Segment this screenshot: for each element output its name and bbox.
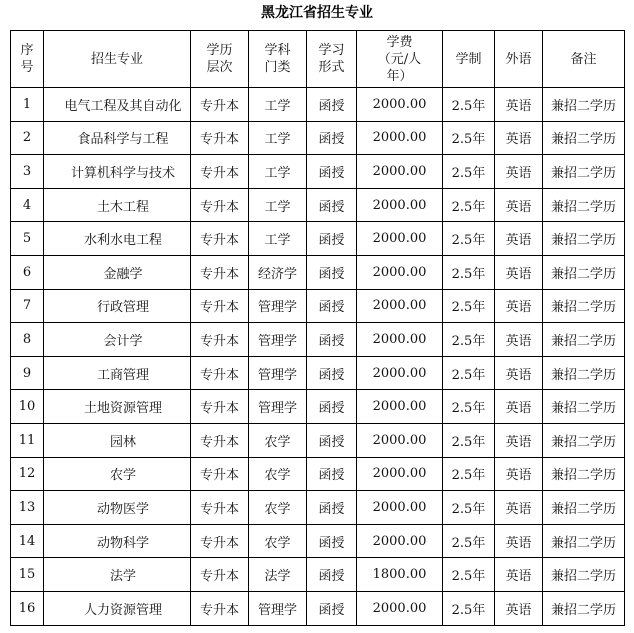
cell-remark: 兼招二学历 <box>543 356 625 390</box>
cell-level: 专升本 <box>191 121 249 155</box>
cell-language: 英语 <box>495 323 543 357</box>
cell-no: 15 <box>11 558 44 592</box>
cell-major-text: 食品科学与工程 <box>77 132 169 148</box>
cell-fee: 2000.00 <box>357 323 443 357</box>
cell-language: 英语 <box>495 255 543 289</box>
cell-level: 专升本 <box>191 524 249 558</box>
cell-level: 专升本 <box>191 491 249 525</box>
cell-remark: 兼招二学历 <box>543 457 625 491</box>
cell-duration: 2.5年 <box>443 255 495 289</box>
header-mode <box>307 31 357 88</box>
cell-mode: 函授 <box>307 88 357 122</box>
cell-fee: 2000.00 <box>357 457 443 491</box>
cell-language: 英语 <box>495 558 543 592</box>
cell-level: 专升本 <box>191 591 249 625</box>
cell-major <box>44 88 191 122</box>
cell-mode: 函授 <box>307 524 357 558</box>
cell-level: 专升本 <box>191 323 249 357</box>
cell-remark: 兼招二学历 <box>543 323 625 357</box>
table-row <box>11 188 625 222</box>
table-row <box>11 390 625 424</box>
cell-duration: 2.5年 <box>443 558 495 592</box>
header-major: 招生专业 <box>44 31 191 88</box>
cell-fee: 2000.00 <box>357 356 443 390</box>
header-mode-line1: 学习 <box>318 43 345 58</box>
cell-no: 10 <box>11 390 44 424</box>
cell-level: 专升本 <box>191 390 249 424</box>
cell-level: 专升本 <box>191 155 249 189</box>
cell-duration: 2.5年 <box>443 289 495 323</box>
cell-no: 11 <box>11 423 44 457</box>
table-row <box>11 356 625 390</box>
cell-fee: 2000.00 <box>357 255 443 289</box>
cell-mode: 函授 <box>307 155 357 189</box>
cell-major-text: 土地资源管理 <box>83 401 162 417</box>
table-row <box>11 222 625 256</box>
cell-category: 工学 <box>249 188 307 222</box>
cell-major <box>44 524 191 558</box>
header-level <box>191 31 249 88</box>
cell-category: 管理学 <box>249 591 307 625</box>
header-no-line1: 序 <box>20 43 34 58</box>
cell-mode: 函授 <box>307 591 357 625</box>
cell-category: 农学 <box>249 423 307 457</box>
cell-no: 1 <box>11 88 44 122</box>
cell-language: 英语 <box>495 390 543 424</box>
cell-category: 工学 <box>249 88 307 122</box>
cell-language: 英语 <box>495 188 543 222</box>
header-level-line2: 层次 <box>206 60 233 75</box>
header-level-line1: 学历 <box>206 43 233 58</box>
cell-major <box>44 255 191 289</box>
cell-mode: 函授 <box>307 491 357 525</box>
cell-major-text: 工商管理 <box>96 367 149 383</box>
header-language: 外语 <box>495 31 543 88</box>
cell-no: 5 <box>11 222 44 256</box>
cell-duration: 2.5年 <box>443 121 495 155</box>
cell-duration: 2.5年 <box>443 457 495 491</box>
cell-mode: 函授 <box>307 188 357 222</box>
cell-major <box>44 155 191 189</box>
cell-no: 3 <box>11 155 44 189</box>
cell-level: 专升本 <box>191 188 249 222</box>
header-category <box>249 31 307 88</box>
header-mode-line2: 形式 <box>318 60 345 75</box>
cell-level: 专升本 <box>191 255 249 289</box>
cell-level: 专升本 <box>191 222 249 256</box>
page-title: 黑龙江省招生专业 <box>261 5 373 21</box>
cell-major-text: 会计学 <box>103 333 143 349</box>
cell-mode: 函授 <box>307 222 357 256</box>
cell-language: 英语 <box>495 356 543 390</box>
cell-category: 工学 <box>249 121 307 155</box>
cell-language: 英语 <box>495 423 543 457</box>
cell-major <box>44 356 191 390</box>
cell-major <box>44 222 191 256</box>
cell-major <box>44 491 191 525</box>
cell-category: 经济学 <box>249 255 307 289</box>
cell-remark: 兼招二学历 <box>543 121 625 155</box>
cell-level: 专升本 <box>191 558 249 592</box>
table-row <box>11 524 625 558</box>
cell-fee: 2000.00 <box>357 188 443 222</box>
cell-level: 专升本 <box>191 423 249 457</box>
cell-major-text: 金融学 <box>103 266 143 282</box>
cell-fee: 2000.00 <box>357 88 443 122</box>
table-row <box>11 558 625 592</box>
cell-no: 7 <box>11 289 44 323</box>
cell-major <box>44 423 191 457</box>
table-row <box>11 423 625 457</box>
cell-remark: 兼招二学历 <box>543 222 625 256</box>
cell-mode: 函授 <box>307 121 357 155</box>
cell-category: 工学 <box>249 222 307 256</box>
header-category-line2: 门类 <box>264 60 291 75</box>
cell-major-text: 农学 <box>109 468 136 484</box>
cell-major <box>44 591 191 625</box>
cell-no: 13 <box>11 491 44 525</box>
cell-major <box>44 390 191 424</box>
table-row <box>11 457 625 491</box>
table-row <box>11 88 625 122</box>
cell-major-text: 水利水电工程 <box>83 233 162 249</box>
cell-language: 英语 <box>495 524 543 558</box>
cell-language: 英语 <box>495 491 543 525</box>
cell-no: 8 <box>11 323 44 357</box>
cell-fee: 2000.00 <box>357 491 443 525</box>
cell-category: 管理学 <box>249 356 307 390</box>
cell-duration: 2.5年 <box>443 356 495 390</box>
cell-remark: 兼招二学历 <box>543 88 625 122</box>
header-duration: 学制 <box>443 31 495 88</box>
cell-duration: 2.5年 <box>443 188 495 222</box>
cell-major-text: 园林 <box>109 434 136 450</box>
cell-language: 英语 <box>495 289 543 323</box>
cell-no: 4 <box>11 188 44 222</box>
cell-fee: 2000.00 <box>357 121 443 155</box>
cell-fee: 2000.00 <box>357 423 443 457</box>
cell-remark: 兼招二学历 <box>543 558 625 592</box>
cell-category: 法学 <box>249 558 307 592</box>
cell-mode: 函授 <box>307 289 357 323</box>
table-row <box>11 155 625 189</box>
cell-duration: 2.5年 <box>443 423 495 457</box>
cell-major-text: 动物医学 <box>96 501 149 517</box>
cell-duration: 2.5年 <box>443 390 495 424</box>
cell-major <box>44 323 191 357</box>
cell-category: 农学 <box>249 457 307 491</box>
cell-remark: 兼招二学历 <box>543 289 625 323</box>
cell-category: 工学 <box>249 155 307 189</box>
header-no <box>11 31 44 88</box>
cell-mode: 函授 <box>307 323 357 357</box>
cell-major <box>44 558 191 592</box>
cell-major <box>44 289 191 323</box>
cell-duration: 2.5年 <box>443 524 495 558</box>
cell-fee: 2000.00 <box>357 390 443 424</box>
table-header-row <box>11 31 625 88</box>
cell-language: 英语 <box>495 591 543 625</box>
cell-no: 2 <box>11 121 44 155</box>
cell-mode: 函授 <box>307 390 357 424</box>
cell-level: 专升本 <box>191 88 249 122</box>
header-fee <box>357 31 443 88</box>
cell-duration: 2.5年 <box>443 155 495 189</box>
cell-mode: 函授 <box>307 423 357 457</box>
cell-remark: 兼招二学历 <box>543 491 625 525</box>
cell-no: 14 <box>11 524 44 558</box>
cell-fee: 2000.00 <box>357 524 443 558</box>
cell-language: 英语 <box>495 457 543 491</box>
cell-remark: 兼招二学历 <box>543 155 625 189</box>
cell-remark: 兼招二学历 <box>543 255 625 289</box>
table-body <box>11 88 625 626</box>
table-row <box>11 255 625 289</box>
table-row <box>11 491 625 525</box>
cell-level: 专升本 <box>191 356 249 390</box>
cell-category: 农学 <box>249 524 307 558</box>
header-fee-line1: 学费 <box>386 34 413 50</box>
cell-major-text: 行政管理 <box>96 300 149 316</box>
cell-category: 管理学 <box>249 390 307 424</box>
cell-fee: 2000.00 <box>357 591 443 625</box>
cell-duration: 2.5年 <box>443 88 495 122</box>
header-fee-line2: （元/人 <box>377 51 422 67</box>
table-row <box>11 323 625 357</box>
cell-duration: 2.5年 <box>443 591 495 625</box>
cell-fee: 2000.00 <box>357 155 443 189</box>
cell-language: 英语 <box>495 88 543 122</box>
cell-no: 16 <box>11 591 44 625</box>
cell-fee: 2000.00 <box>357 222 443 256</box>
cell-category: 管理学 <box>249 289 307 323</box>
cell-category: 管理学 <box>249 323 307 357</box>
cell-mode: 函授 <box>307 255 357 289</box>
table-row <box>11 591 625 625</box>
cell-no: 12 <box>11 457 44 491</box>
cell-major <box>44 188 191 222</box>
cell-major-text: 电气工程及其自动化 <box>64 98 182 114</box>
cell-mode: 函授 <box>307 356 357 390</box>
header-remark: 备注 <box>543 31 625 88</box>
cell-remark: 兼招二学历 <box>543 423 625 457</box>
cell-major-text: 土木工程 <box>96 199 149 215</box>
cell-remark: 兼招二学历 <box>543 390 625 424</box>
cell-language: 英语 <box>495 121 543 155</box>
cell-no: 6 <box>11 255 44 289</box>
cell-remark: 兼招二学历 <box>543 188 625 222</box>
cell-major-text: 动物科学 <box>96 535 149 551</box>
cell-level: 专升本 <box>191 289 249 323</box>
cell-remark: 兼招二学历 <box>543 524 625 558</box>
cell-duration: 2.5年 <box>443 222 495 256</box>
cell-remark: 兼招二学历 <box>543 591 625 625</box>
cell-level: 专升本 <box>191 457 249 491</box>
cell-major-text: 法学 <box>109 569 136 585</box>
cell-major <box>44 457 191 491</box>
cell-mode: 函授 <box>307 558 357 592</box>
cell-fee: 2000.00 <box>357 289 443 323</box>
cell-major <box>44 121 191 155</box>
table-row <box>11 289 625 323</box>
cell-major-text: 人力资源管理 <box>83 602 162 618</box>
cell-no: 9 <box>11 356 44 390</box>
cell-language: 英语 <box>495 155 543 189</box>
cell-language: 英语 <box>495 222 543 256</box>
cell-fee: 1800.00 <box>357 558 443 592</box>
cell-mode: 函授 <box>307 457 357 491</box>
cell-major-text: 计算机科学与技术 <box>70 165 175 181</box>
enrollment-table <box>10 30 625 626</box>
cell-category: 农学 <box>249 491 307 525</box>
cell-duration: 2.5年 <box>443 491 495 525</box>
header-no-line2: 号 <box>20 60 34 75</box>
table-row <box>11 121 625 155</box>
header-category-line1: 学科 <box>264 43 291 58</box>
cell-duration: 2.5年 <box>443 323 495 357</box>
header-fee-line3: 年） <box>386 68 413 84</box>
